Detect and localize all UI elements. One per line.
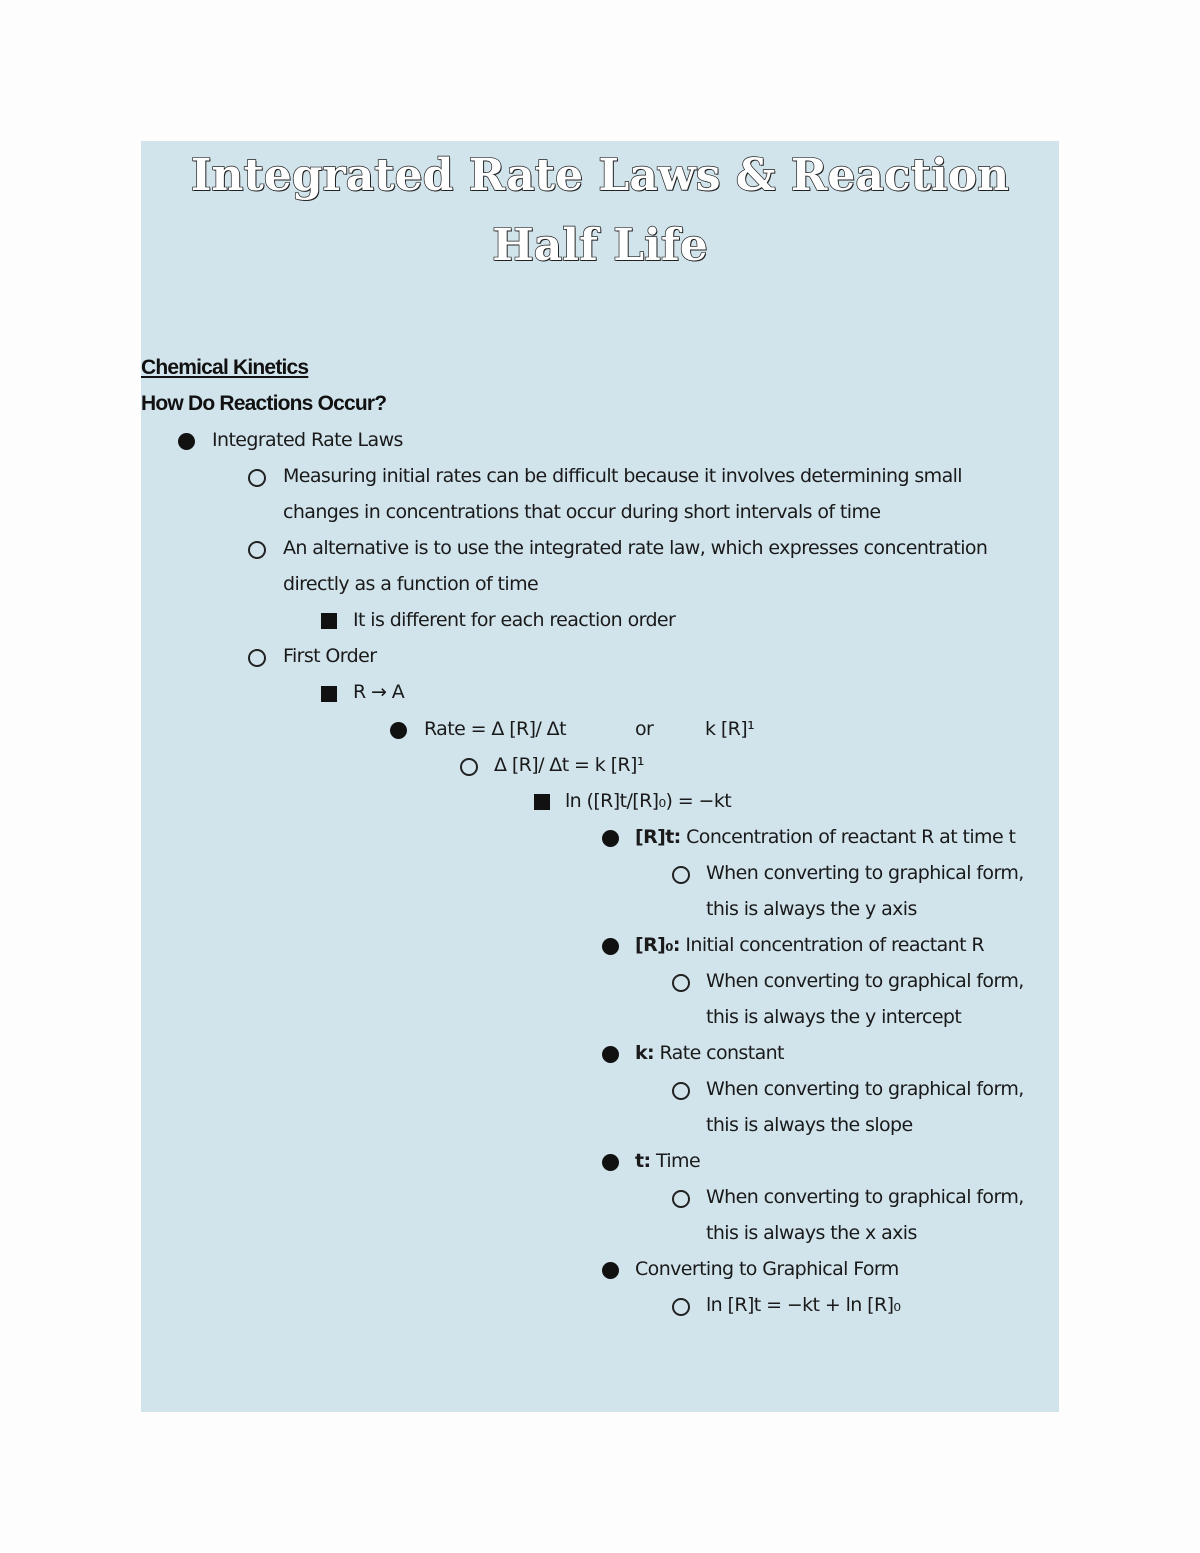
desc-r0: Initial concentration of reactant R <box>685 934 984 956</box>
bullet-disc-icon <box>390 722 407 739</box>
term-t: t: <box>635 1150 651 1172</box>
bullet-circle-icon <box>248 541 266 559</box>
bullet-circle-icon <box>460 758 478 776</box>
bullet-disc-icon <box>178 433 195 450</box>
list-item-convert-eq: ln [R]t = −kt + ln [R]₀ <box>706 1294 901 1316</box>
list-item-first-order: First Order <box>283 645 377 667</box>
bullet-circle-icon <box>672 1298 690 1316</box>
page-title <box>141 141 1059 281</box>
list-item-delta-eq: Δ [R]/ Δt = k [R]¹ <box>494 754 644 776</box>
rate-or: or <box>635 718 654 740</box>
list-item-k <box>635 1035 784 1071</box>
list-item-r0-sub-cont: this is always the y intercept <box>706 1006 962 1028</box>
bullet-circle-icon <box>672 1190 690 1208</box>
bullet-circle-icon <box>672 866 690 884</box>
list-item-measuring-cont: changes in concentrations that occur during short intervals of time <box>283 501 881 523</box>
bullet-disc-icon <box>602 830 619 847</box>
term-r0: [R]₀: <box>635 934 680 956</box>
list-item-rt-sub: When converting to graphical form, <box>706 862 1024 884</box>
rate-k: k [R]¹ <box>705 718 755 740</box>
document-page <box>141 141 1059 1412</box>
list-item-r0 <box>635 927 984 963</box>
desc-k: Rate constant <box>659 1042 784 1064</box>
bullet-circle-icon <box>672 1082 690 1100</box>
list-item-different: It is different for each reaction order <box>353 609 676 631</box>
list-item-t-sub-cont: this is always the x axis <box>706 1222 917 1244</box>
list-item-measuring: Measuring initial rates can be difficult because it involves determining small <box>283 465 962 487</box>
list-item-convert: Converting to Graphical Form <box>635 1258 899 1280</box>
desc-rt: Concentration of reactant R at time t <box>686 826 1016 848</box>
title-line-1: Integrated Rate Laws & Reaction <box>190 150 1010 201</box>
bullet-disc-icon <box>602 1262 619 1279</box>
bullet-disc-icon <box>602 1046 619 1063</box>
section-heading: Chemical Kinetics <box>141 356 309 379</box>
list-item-integrated: Integrated Rate Laws <box>212 429 403 451</box>
list-item-t-sub: When converting to graphical form, <box>706 1186 1024 1208</box>
bullet-square-icon <box>534 794 550 810</box>
list-item-reaction: R → A <box>353 681 405 703</box>
bullet-square-icon <box>321 613 337 629</box>
question-heading: How Do Reactions Occur? <box>141 392 387 415</box>
bullet-circle-icon <box>672 974 690 992</box>
list-item-alternative: An alternative is to use the integrated rate law, which expresses concentration <box>283 537 988 559</box>
desc-t: Time <box>655 1150 701 1172</box>
list-item-t <box>635 1143 700 1179</box>
bullet-disc-icon <box>602 1154 619 1171</box>
list-item-rate-eq: Rate = Δ [R]/ Δt <box>424 718 566 740</box>
list-item-alternative-cont: directly as a function of time <box>283 573 539 595</box>
list-item-rt <box>635 819 1015 855</box>
term-rt: [R]t: <box>635 826 681 848</box>
bullet-disc-icon <box>602 938 619 955</box>
bullet-circle-icon <box>248 649 266 667</box>
list-item-k-sub: When converting to graphical form, <box>706 1078 1024 1100</box>
list-item-k-sub-cont: this is always the slope <box>706 1114 913 1136</box>
list-item-ln-eq: ln ([R]t/[R]₀) = −kt <box>565 790 732 812</box>
bullet-circle-icon <box>248 469 266 487</box>
title-line-2: Half Life <box>492 220 708 271</box>
term-k: k: <box>635 1042 655 1064</box>
list-item-r0-sub: When converting to graphical form, <box>706 970 1024 992</box>
bullet-square-icon <box>321 686 337 702</box>
list-item-rt-sub-cont: this is always the y axis <box>706 898 917 920</box>
